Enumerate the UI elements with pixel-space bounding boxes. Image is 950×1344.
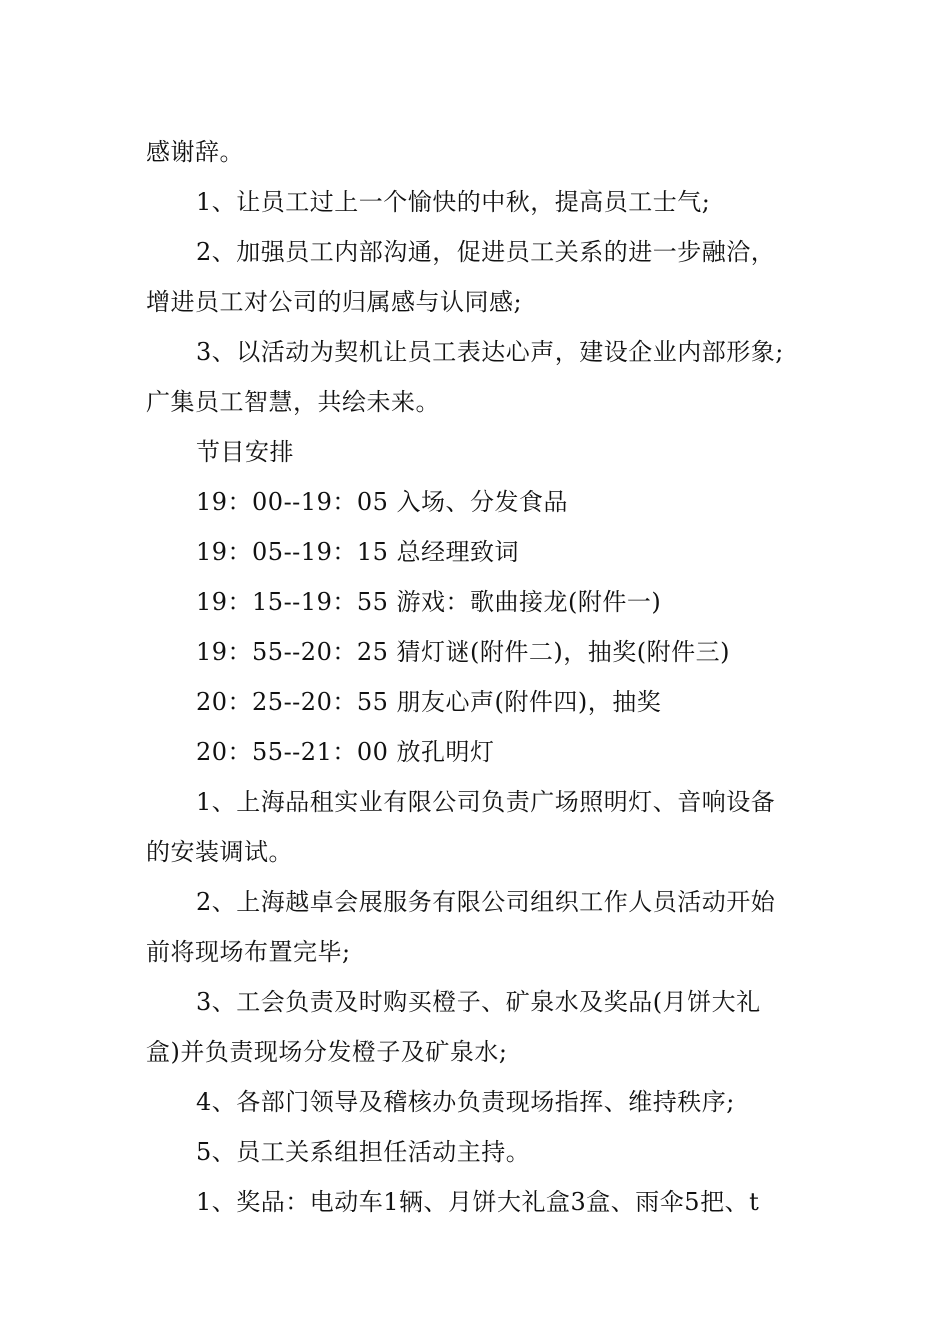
text-line: 3、以活动为契机让员工表达心声，建设企业内部形象; (196, 338, 784, 366)
text-line: 5、员工关系组担任活动主持。 (196, 1138, 531, 1166)
text-line: 增进员工对公司的归属感与认同感; (146, 288, 523, 316)
text-line: 盒)并负责现场分发橙子及矿泉水; (146, 1038, 508, 1066)
text-line: 前将现场布置完毕; (146, 938, 351, 966)
text-line: 3、工会负责及时购买橙子、矿泉水及奖品(月饼大礼 (196, 988, 761, 1016)
text-line: 1、奖品：电动车1辆、月饼大礼盒3盒、雨伞5把、t (196, 1188, 760, 1216)
text-line: 2、加强员工内部沟通，促进员工关系的进一步融洽， (196, 238, 776, 266)
schedule-item: 19：05--19：15 总经理致词 (196, 538, 520, 566)
schedule-item: 20：55--21：00 放孔明灯 (196, 738, 495, 766)
text-line: 感谢辞。 (146, 138, 244, 166)
schedule-item: 19：55--20：25 猜灯谜(附件二)，抽奖(附件三) (196, 638, 730, 666)
text-line: 广集员工智慧，共绘未来。 (146, 388, 440, 416)
text-line: 4、各部门领导及稽核办负责现场指挥、维持秩序; (196, 1088, 735, 1116)
schedule-item: 20：25--20：55 朋友心声(附件四)，抽奖 (196, 688, 662, 716)
schedule-item: 19：00--19：05 入场、分发食品 (196, 488, 569, 516)
schedule-item: 19：15--19：55 游戏：歌曲接龙(附件一) (196, 588, 662, 616)
text-line: 1、让员工过上一个愉快的中秋，提高员工士气; (196, 188, 711, 216)
text-line: 2、上海越卓会展服务有限公司组织工作人员活动开始 (196, 888, 776, 916)
text-line: 1、上海品租实业有限公司负责广场照明灯、音响设备 (196, 788, 776, 816)
text-line: 的安装调试。 (146, 838, 293, 866)
section-heading: 节目安排 (196, 438, 294, 466)
